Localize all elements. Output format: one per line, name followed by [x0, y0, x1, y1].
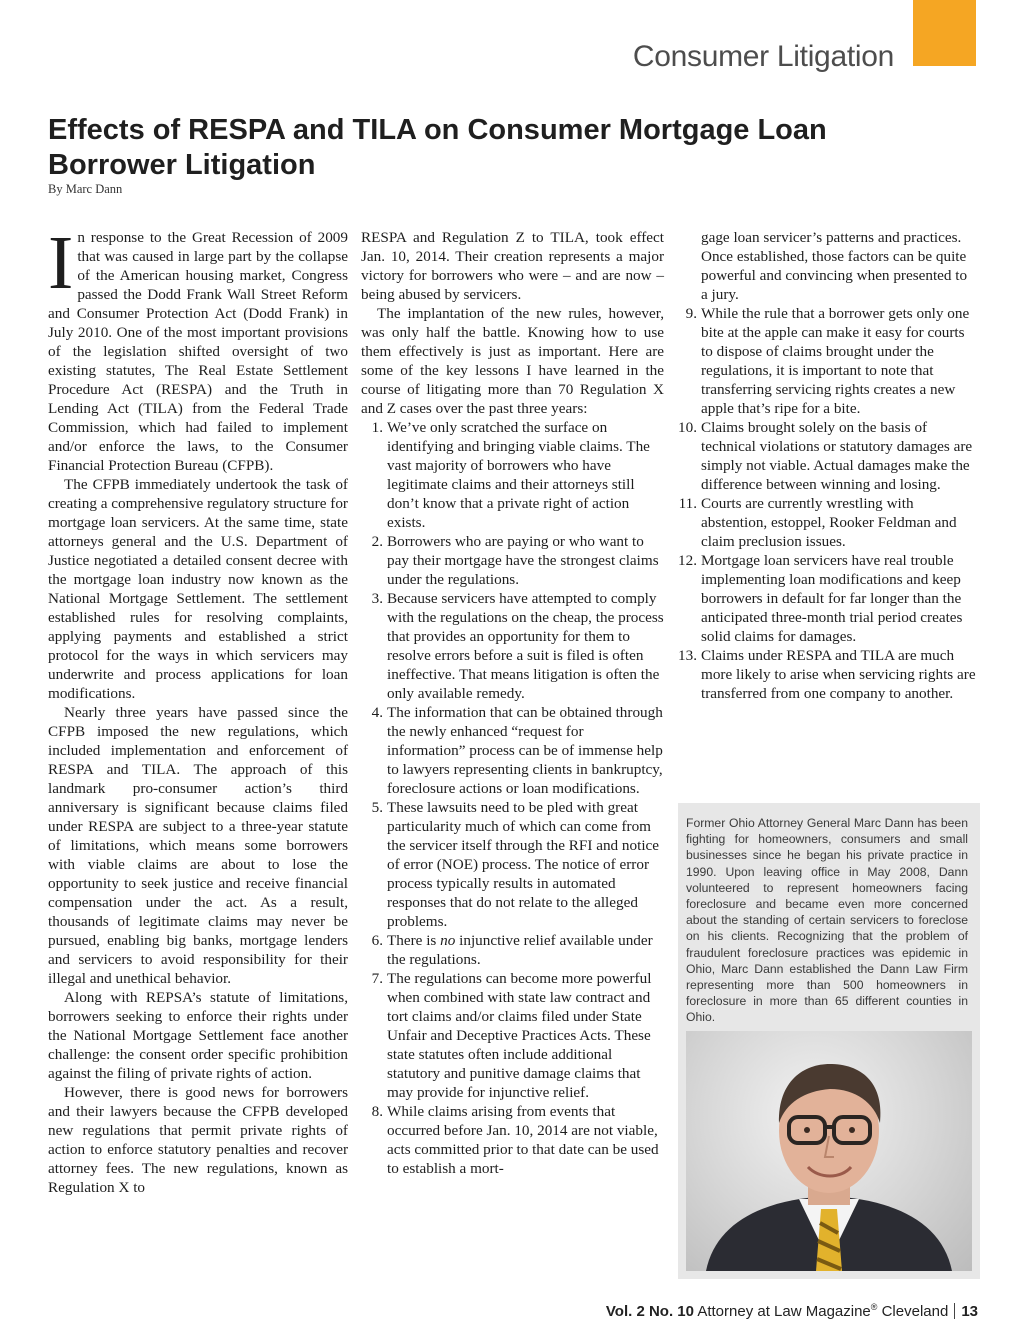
list-item: [675, 646, 977, 703]
list-text: These lawsuits need to be pled with great particularity much of which can come from the servicer itself through the RFI and notice of error (NOE) process. The notice of error process typically results in automated responses that do not relate to the alleged problems.: [387, 799, 660, 930]
paragraph: The implantation of the new rules, however, was only half the battle. Knowing how to use them effectively is just as important. Here are some of the key lessons I have learned in the course of litigating more than 70 Regulation X and Z cases over the past three years:: [361, 305, 664, 417]
list-number: 3.: [371, 590, 383, 607]
paragraph: [48, 221, 348, 475]
list-item: [361, 418, 664, 532]
list-number: 2.: [371, 533, 383, 550]
issue-number: Vol. 2 No. 10: [605, 1303, 694, 1320]
list-item: [361, 1102, 664, 1178]
paragraph: The CFPB immediately undertook the task of creating a comprehensive regulatory structure for mortgage loan servicers. At the same time, state attorneys general and the U.S. Department of Justice negotiated a detailed consent decree with the mortgage loan industry now known as the National Mortgage Settlement. The settlement established rules for resolving complaints, applying payments and established a strict protocol for the ways in which servicers may underwrite and process applications for loan modifications.: [48, 476, 348, 702]
list-item: [361, 931, 664, 969]
section-color-tab: [913, 0, 976, 66]
article-column-2: [361, 228, 664, 1178]
list-text: Claims brought solely on the basis of technical violations or statutory damages are simply not viable. Actual damages make the difference between winning and losing.: [701, 419, 973, 493]
list-text-post: injunctive relief available under the regulations.: [387, 932, 653, 968]
list-item: [675, 304, 977, 418]
list-number: 4.: [371, 704, 383, 721]
list-text-pre: There is: [387, 932, 441, 949]
list-item-continuation: [675, 228, 977, 304]
list-text: The information that can be obtained through the newly enhanced “request for information” process can be of immense help to lawyers representing clients in bankruptcy, foreclosure actions or loan modifications.: [387, 704, 663, 797]
list-number: 8.: [371, 1103, 383, 1120]
drop-cap: I: [48, 221, 74, 305]
list-number: 9.: [685, 305, 697, 322]
list-text: While the rule that a borrower gets only one bite at the apple can make it easy for courts to dispose of claims brought under the regulations, it is important to note that transferring servicing rights creates a new apple that’s ripe for a bite.: [701, 305, 970, 417]
page-footer: [606, 1302, 978, 1320]
list-number: 6.: [371, 932, 383, 949]
paragraph: Nearly three years have passed since the CFPB imposed the new regulations, which included implementation and enforcement of RESPA and TILA. The approach of this landmark pro-consumer action’s third anniversary is significant because claims filed under RESPA are subject to a three-year statute of limitations, which means some borrowers with viable claims are about to lose the opportunity to seek justice and receive financial compensation under the act. As a result, thousands of legitimate claims may never be pursued, enabling big banks, mortgage lenders and servicers to avoid responsibility for their illegal and unethical behavior.: [48, 704, 348, 987]
author-bio-box: [678, 803, 980, 1279]
list-number: 7.: [371, 970, 383, 987]
footer-divider: [954, 1303, 955, 1319]
article-column-1: [48, 221, 348, 1197]
list-text-emphasis: no: [440, 932, 456, 949]
list-text: While claims arising from events that occurred before Jan. 10, 2014 are not viable, acts committed prior to that date can be used to establish a mort-: [387, 1103, 659, 1177]
list-number: 13.: [678, 647, 697, 664]
list-item: [361, 589, 664, 703]
list-text: Because servicers have attempted to comply with the regulations on the cheap, the process that provides an opportunity for them to resolve errors before a suit is filed is often ineffective. That means litigation is often the only available remedy.: [387, 590, 664, 702]
list-number: 11.: [678, 495, 697, 512]
city-name: Cleveland: [881, 1303, 949, 1320]
list-item: [361, 969, 664, 1102]
list-text: We’ve only scratched the surface on identifying and bringing viable claims. The vast majority of borrowers who have legitimate claims and their attorneys still don’t know that a private right of action exists.: [387, 419, 650, 531]
article-headline: Effects of RESPA and TILA on Consumer Mortgage Loan Borrower Litigation: [48, 114, 827, 181]
list-item: [675, 418, 977, 494]
list-item: [361, 798, 664, 931]
list-text: Courts are currently wrestling with abstention, estoppel, Rooker Feldman and claim preclusion issues.: [701, 495, 957, 550]
list-text: Claims under RESPA and TILA are much more likely to arise when servicing rights are transferred from one company to another.: [701, 647, 976, 702]
list-text: Borrowers who are paying or who want to pay their mortgage have the strongest claims under the regulations.: [387, 533, 659, 588]
list-number: 5.: [371, 799, 383, 816]
byline: By Marc Dann: [48, 182, 123, 196]
paragraph: Along with REPSA’s statute of limitations, borrowers seeking to enforce their rights under the National Mortgage Settlement face another challenge: the consent order specific prohibition against the filing of private rights of action.: [48, 989, 348, 1082]
list-number: 1.: [371, 419, 383, 436]
author-photo: [686, 1031, 972, 1271]
list-item: [675, 494, 977, 551]
section-label: Consumer Litigation: [632, 40, 894, 73]
magazine-name: Attorney at Law Magazine: [697, 1303, 871, 1320]
registered-mark: ®: [870, 1302, 878, 1312]
list-text: Mortgage loan servicers have real trouble implementing loan modifications and keep borrowers in default for far longer than the anticipated three-month trial period creates solid claims for damages.: [701, 552, 963, 645]
list-item: [675, 551, 977, 646]
article-column-3: [675, 228, 977, 703]
list-item: [361, 703, 664, 798]
list-text: The regulations can become more powerful when combined with state law contract and tort claims and/or claims filed under State Unfair and Deceptive Practices Acts. These state statutes often include additional statutory and punitive damage claims that may provide for injunctive relief.: [387, 970, 652, 1101]
author-bio-text: Former Ohio Attorney General Marc Dann has been fighting for homeowners, consumers and small businesses since he began his private practice in 1990. Upon leaving office in May 2008, Dann volunteered to represent homeowners facing foreclosure and became even more concerned about the standing of certain servicers to foreclose on his clients. Recognizing that the problem of fraudulent foreclosure practices was epidemic in Ohio, Marc Dann established the Dann Law Firm representing more than 500 homeowners in foreclosure in more than 65 different counties in Ohio.: [686, 816, 968, 1025]
lessons-list: [361, 418, 664, 1178]
list-text: gage loan servicer’s patterns and practices. Once established, those factors can be quite powerful and convincing when presented to a jury.: [701, 229, 968, 303]
list-number: 10.: [678, 419, 697, 436]
paragraph: RESPA and Regulation Z to TILA, took effect Jan. 10, 2014. Their creation represents a major victory for borrowers who were – and are now – being abused by servicers.: [361, 229, 664, 303]
list-item: [361, 532, 664, 589]
author-portrait-image: [686, 1031, 972, 1271]
lessons-list-continued: [675, 228, 977, 703]
page-number: 13: [961, 1303, 978, 1320]
paragraph: However, there is good news for borrowers and their lawyers because the CFPB developed new regulations that permit private rights of action to enforce statutory penalties and recover attorney fees. The new regulations, known as Regulation X to: [48, 1084, 348, 1196]
list-number: 12.: [678, 552, 697, 569]
paragraph-text: n response to the Great Recession of 2009 that was caused in large part by the collapse of the American housing market, Congress passed the Dodd Frank Wall Street Reform and Consumer Protection Act (Dodd Frank) in July 2010. One of the most important provisions of the legislation shifted oversight of two existing statutes, The Real Estate Settlement Procedure Act (RESPA) and the Truth in Lending Act (TILA) from the Federal Trade Commission, which had failed to implement and/or enforce the laws, to the Consumer Financial Protection Bureau (CFPB).: [48, 229, 348, 474]
